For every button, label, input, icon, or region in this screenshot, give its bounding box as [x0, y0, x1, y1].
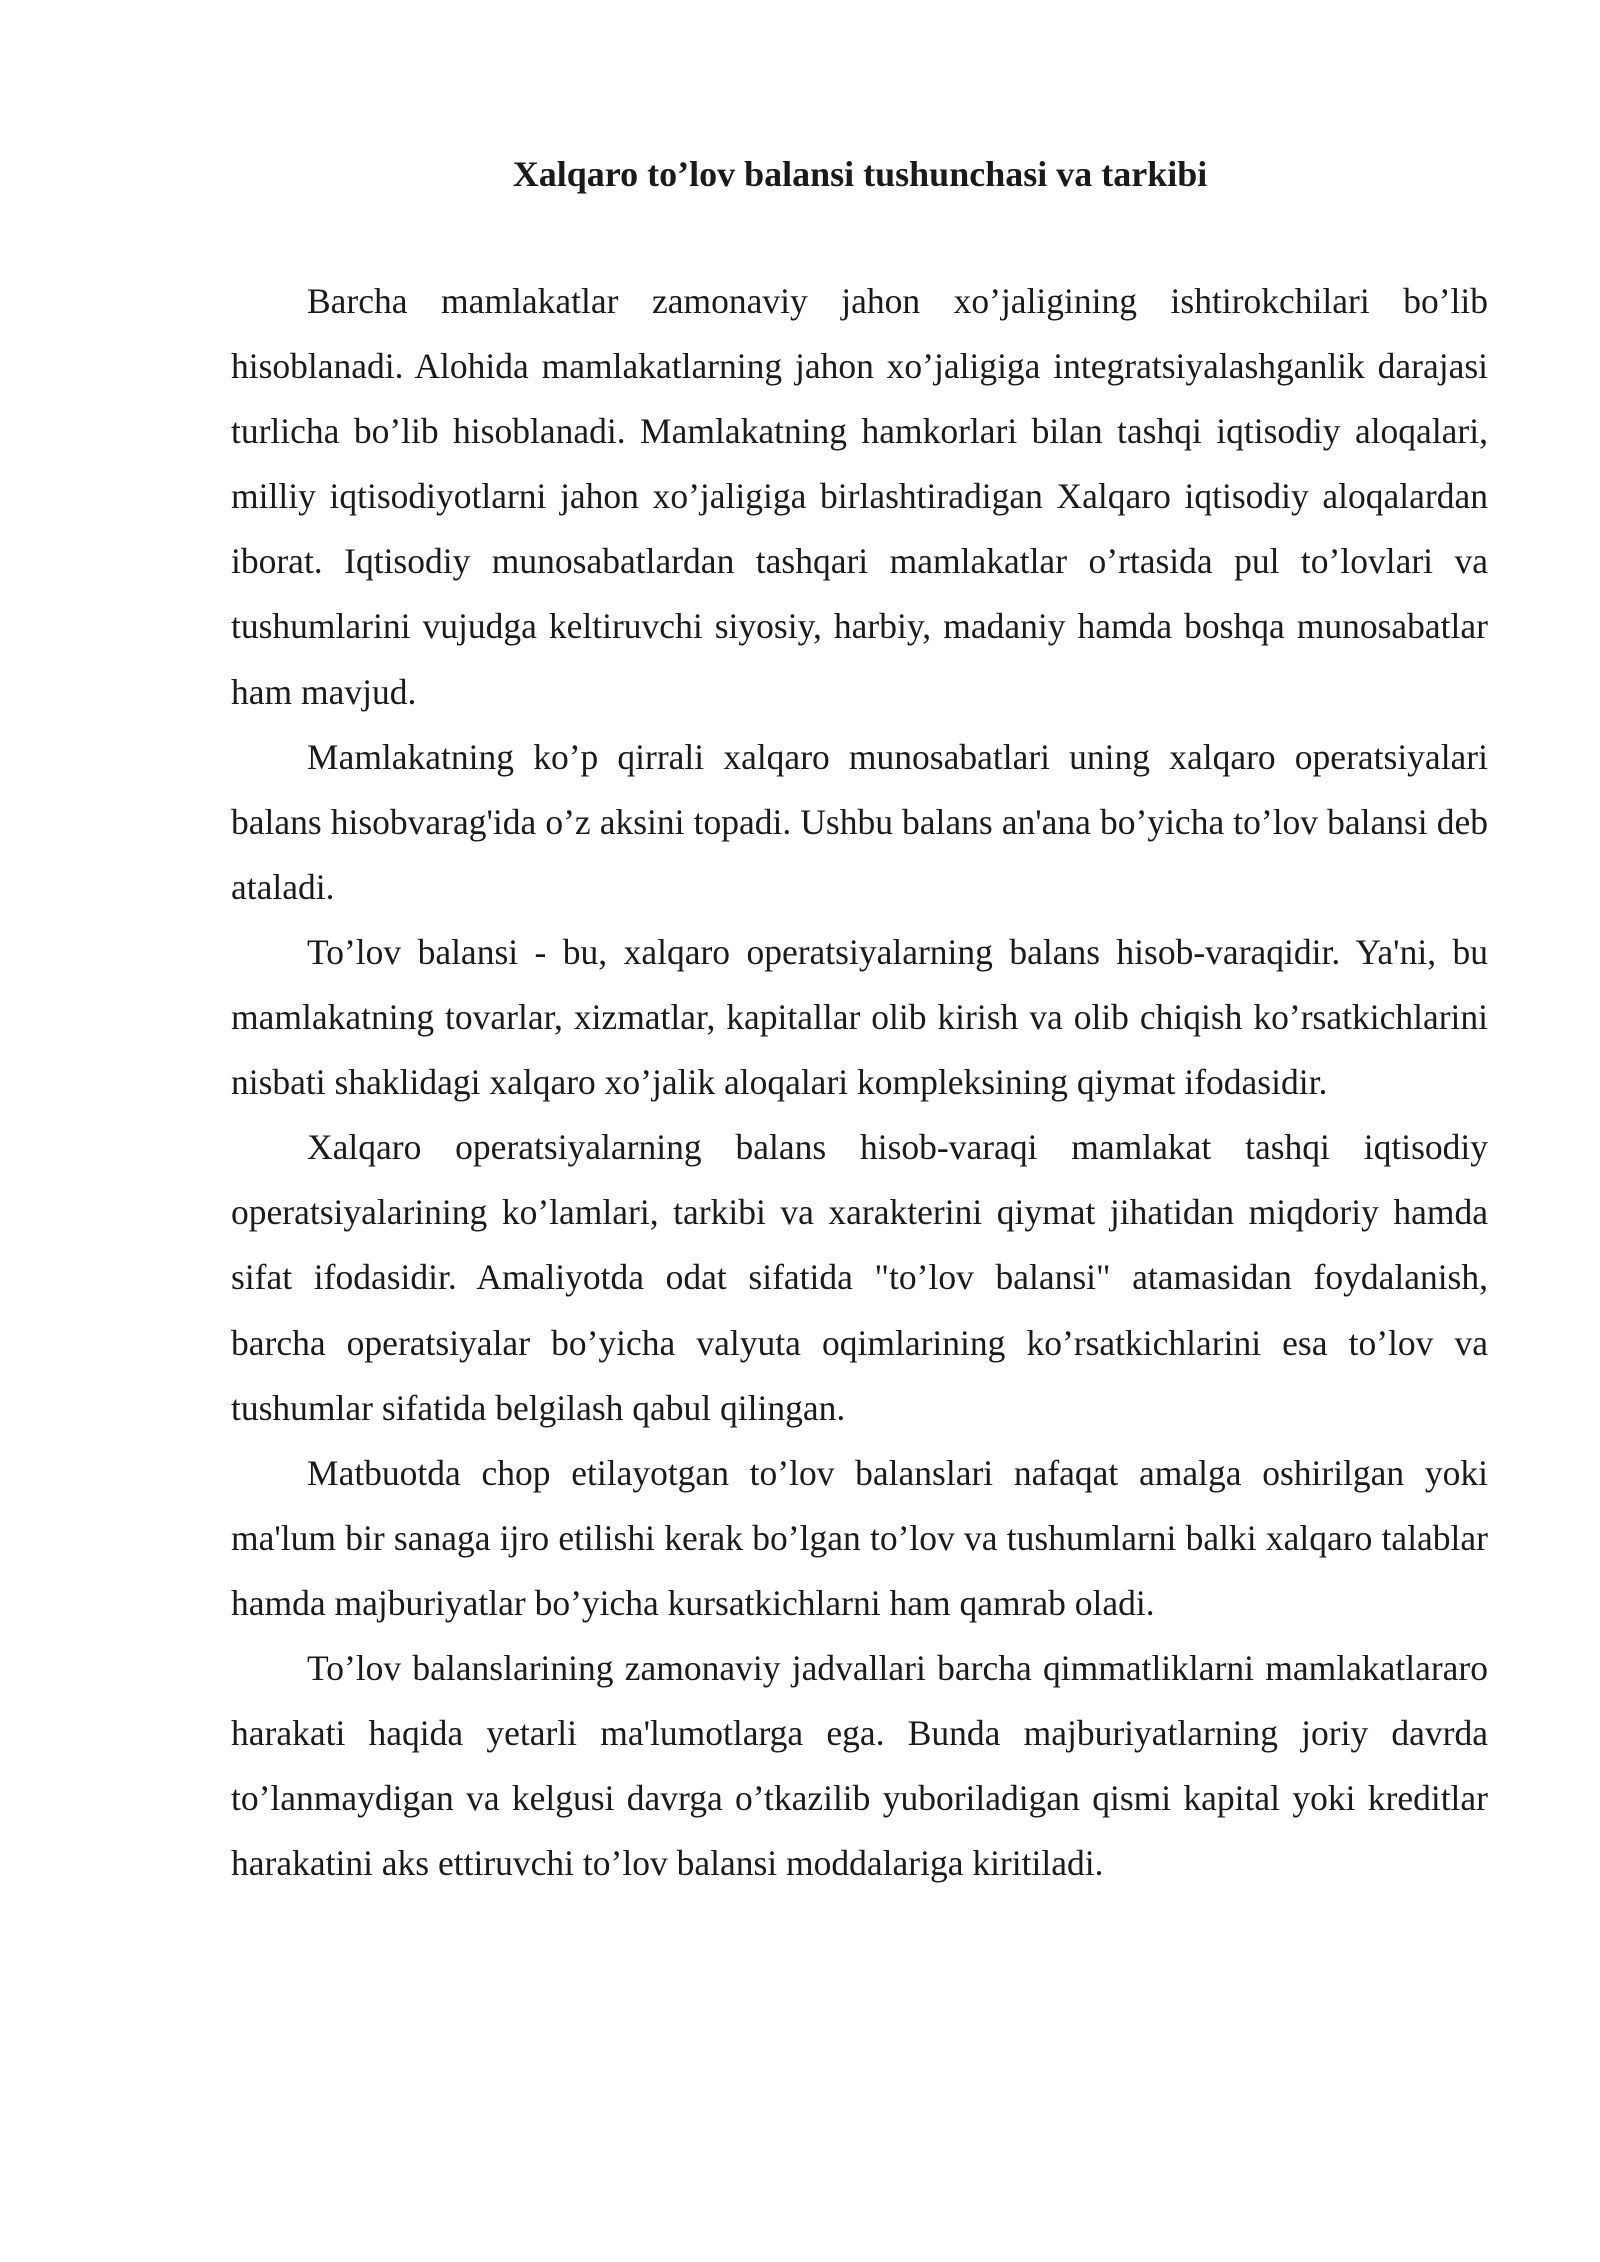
paragraph-1: Barcha mamlakatlar zamonaviy jahon xo’jaligining ishtirokchilari bo’lib hisoblanadi. Alohida mamlakatlarning jahon xo’jaligiga integratsiyalashganlik darajasi turlicha bo’lib hisoblanadi. Mamlakatning hamkorlari bilan tashqi iqtisodiy aloqalari, milliy iqtisodiyotlarni jahon xo’jaligiga birlashtiradigan Xalqaro iqtisodiy aloqalardan iborat. Iqtisodiy munosabatlardan tashqari mamlakatlar o’rtasida pul to’lovlari va tushumlarini vujudga keltiruvchi siyosiy, harbiy, madaniy hamda boshqa munosabatlar ham mavjud. — [231, 281, 1488, 712]
paragraph-3: To’lov balansi - bu, xalqaro operatsiyalarning balans hisob-varaqidir. Ya'ni, bu mamlakatning tovarlar, xizmatlar, kapitallar olib kirish va olib chiqish ko’rsatkichlarini nisbati shaklidagi xalqaro xo’jalik aloqalari kompleksining qiymat ifodasidir. — [231, 931, 1488, 1103]
paragraph-6: To’lov balanslarining zamonaviy jadvallari barcha qimmatliklarni mamlakatlararo harakati haqida yetarli ma'lumotlarga ega. Bunda majburiyatlarning joriy davrda to’lanmaydigan va kelgusi davrga o’tkazilib yuboriladigan qismi kapital yoki kreditlar harakatini aks ettiruvchi to’lov balansi moddalariga kiritiladi. — [231, 1647, 1488, 1884]
document-body — [231, 269, 1488, 1896]
paragraph-2: Mamlakatning ko’p qirrali xalqaro munosabatlari uning xalqaro operatsiyalari balans hisobvarag'ida o’z aksini topadi. Ushbu balans an'ana bo’yicha to’lov balansi deb ataladi. — [231, 736, 1488, 907]
paragraph-5: Matbuotda chop etilayotgan to’lov balanslari nafaqat amalga oshirilgan yoki ma'lum bir sanaga ijro etilishi kerak bo’lgan to’lov va tushumlarni balki xalqaro talablar hamda majburiyatlar bo’yicha kursatkichlarni ham qamrab oladi. — [231, 1452, 1488, 1623]
document-title: Xalqaro to’lov balansi tushunchasi va tarkibi — [512, 154, 1208, 194]
paragraph-4: Xalqaro operatsiyalarning balans hisob-varaqi mamlakat tashqi iqtisodiy operatsiyalarining ko’lamlari, tarkibi va xarakterini qiymat jihatidan miqdoriy hamda sifat ifodasidir. Amaliyotda odat sifatida "to’lov balansi" atamasidan foydalanish, barcha operatsiyalar bo’yicha valyuta oqimlarining ko’rsatkichlarini esa to’lov va tushumlar sifatida belgilash qabul qilingan. — [231, 1127, 1488, 1428]
